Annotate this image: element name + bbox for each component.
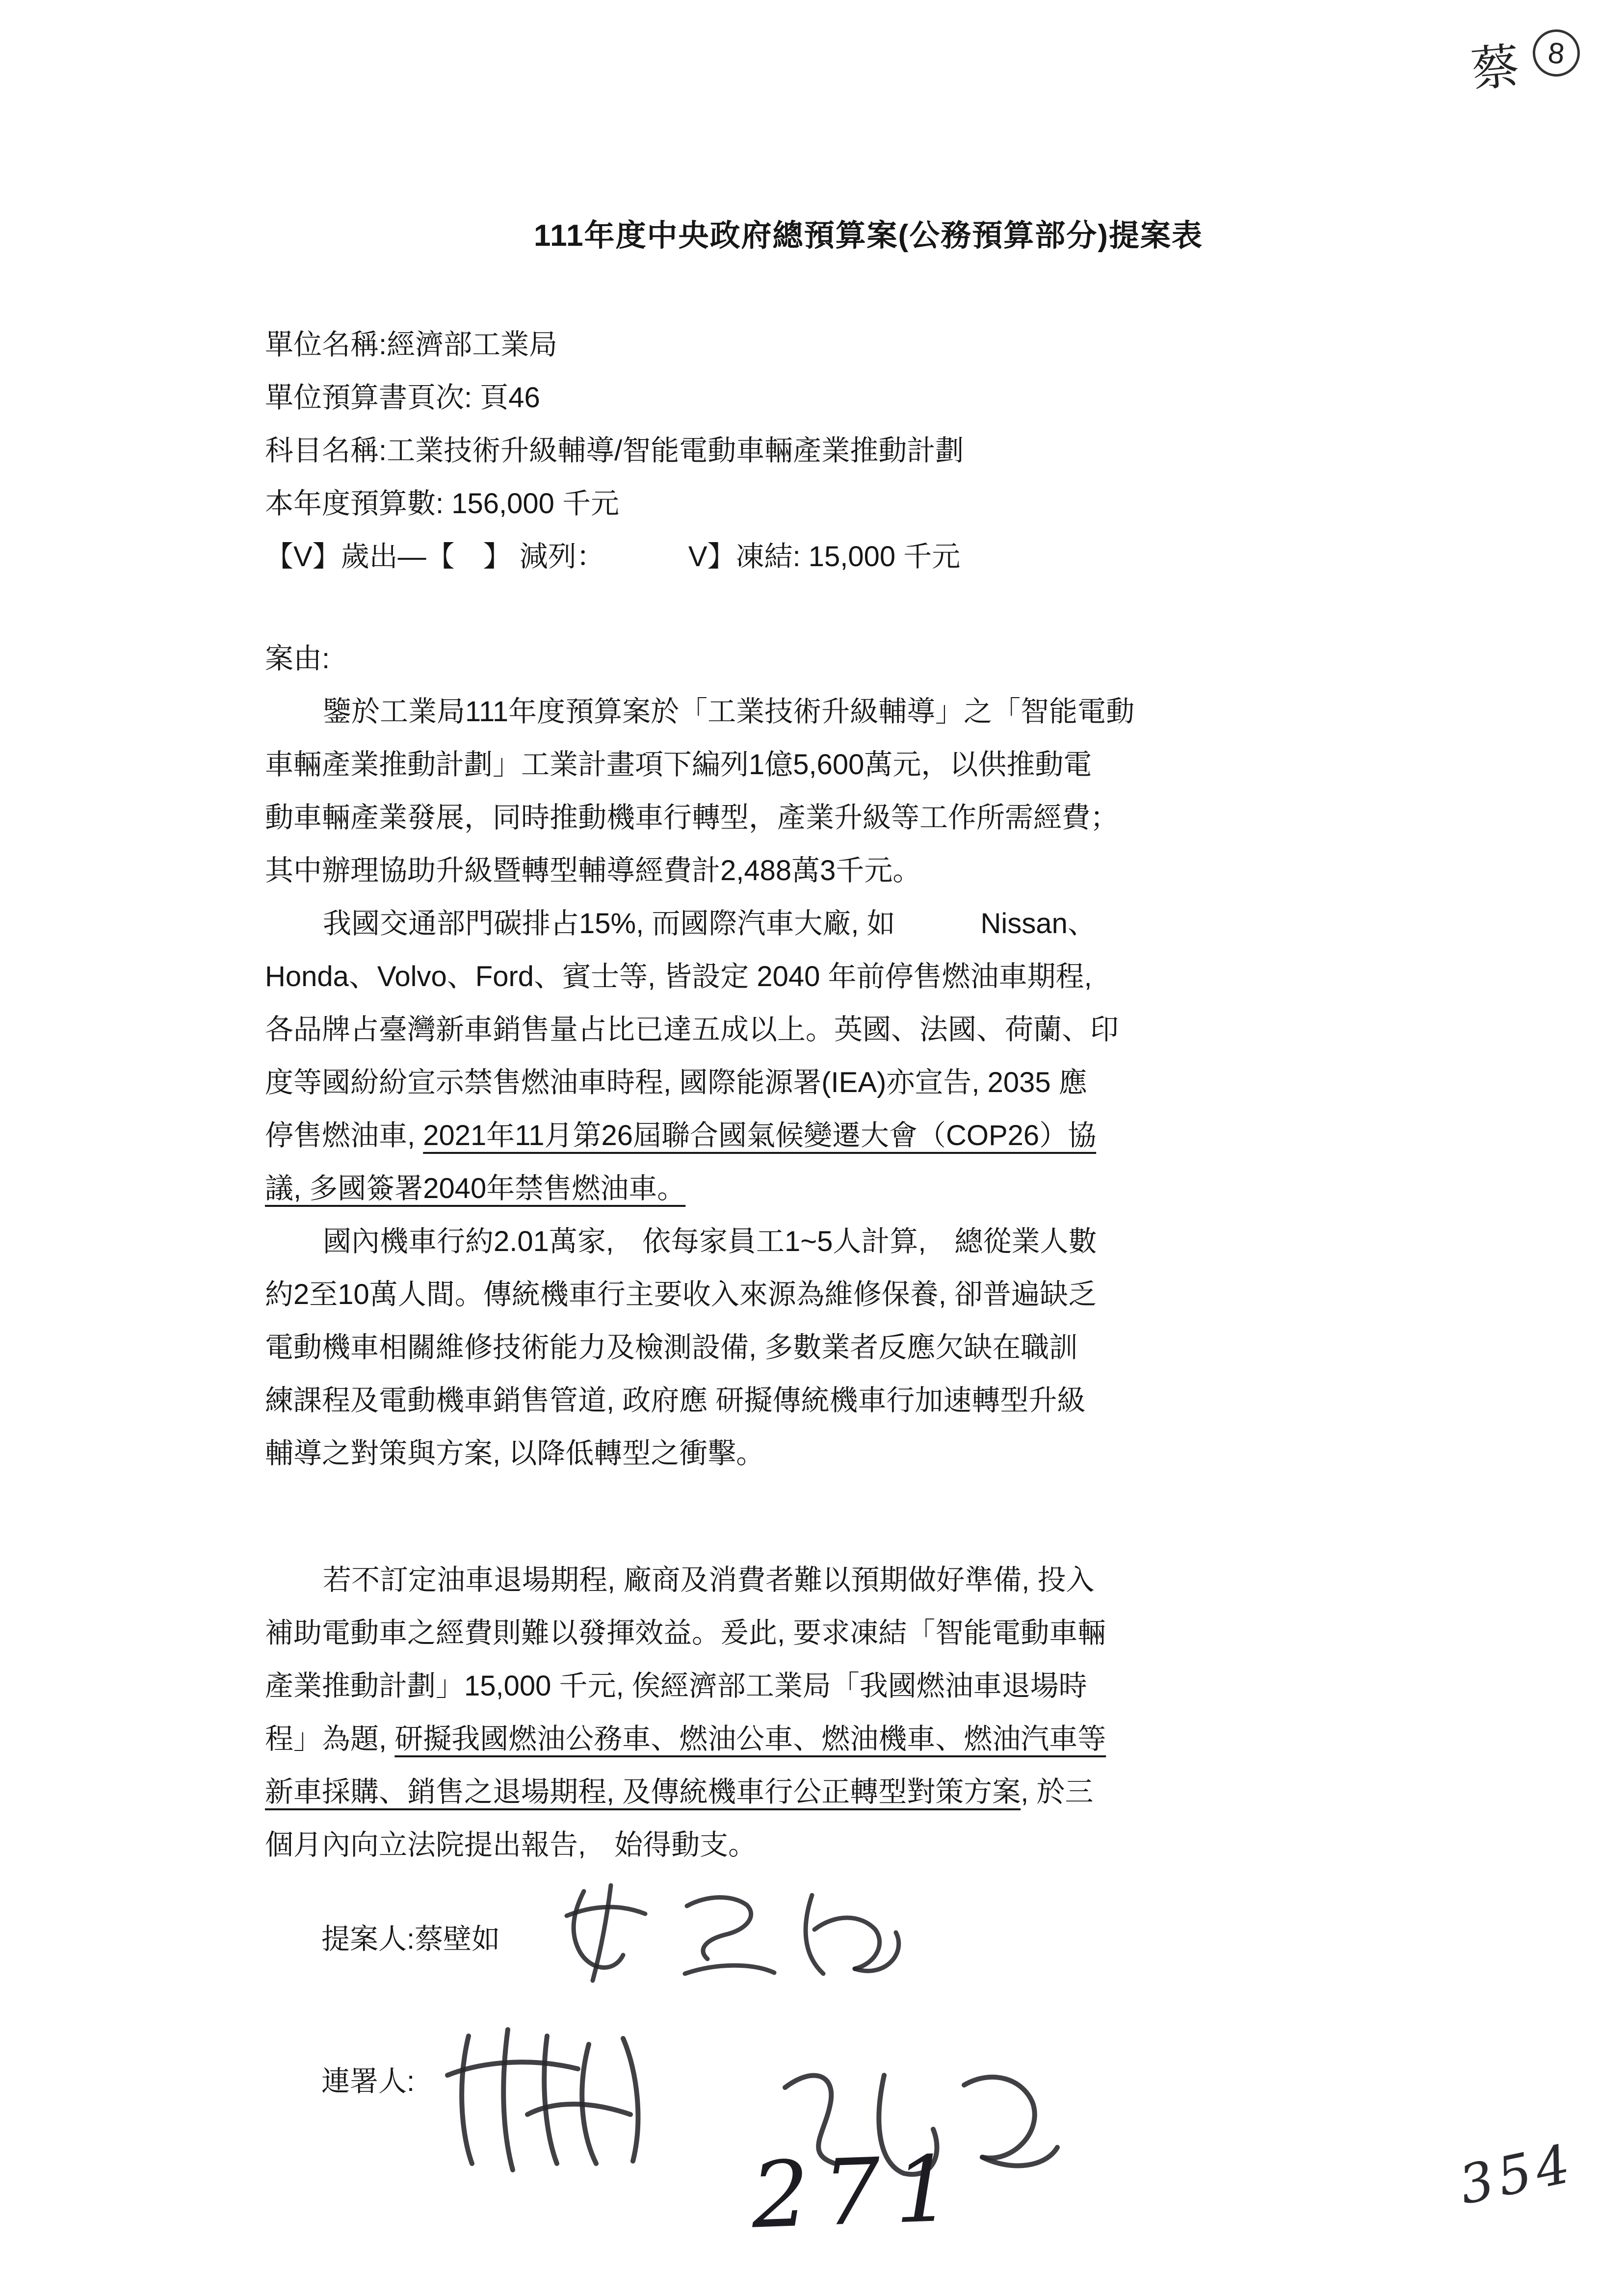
paragraph-line (265, 685, 1472, 738)
field-budget-amount (265, 477, 1472, 530)
proposer-signature (540, 1872, 932, 2004)
paragraph-line (265, 1660, 1472, 1713)
field-budget-book-page (265, 371, 1472, 424)
paragraph-line (265, 1374, 1472, 1427)
field-subject-name (265, 424, 1472, 477)
body-text: 我國交通部門碳排占15%, 而國際汽車大廠, 如 Nissan、 (323, 908, 1096, 939)
case-paragraph (265, 685, 1472, 897)
paragraph-line (265, 1713, 1472, 1766)
checkbox-freeze-amount: V】凍結: 15,000 千元 (688, 541, 961, 573)
document-content (265, 211, 1472, 2225)
case-paragraph (265, 1215, 1472, 1480)
body-text: 國內機車行約2.01萬家, 依每家員工1~5人計算, 總從業人數 (323, 1226, 1097, 1257)
paragraph-line (265, 738, 1472, 791)
case-paragraph (265, 1554, 1472, 1872)
paragraph-line (265, 791, 1472, 844)
paragraph-line (265, 844, 1472, 897)
field-budget-book-page-value: 頁46 (472, 382, 540, 414)
paragraph-line (265, 950, 1472, 1003)
paragraph-line (265, 1819, 1472, 1872)
body-text: 程」為題, (265, 1723, 395, 1755)
body-text: 練課程及電動機車銷售管道, 政府應 研擬傳統機車行加速轉型升級 (265, 1384, 1086, 1416)
field-budget-book-page-label: 單位預算書頁次: (265, 382, 472, 414)
paragraph-line (265, 1109, 1472, 1162)
handwritten-page-number: 271 (749, 2135, 968, 2249)
body-text: 電動機車相關維修技術能力及檢測設備, 多數業者反應欠缺在職訓 (265, 1331, 1078, 1363)
cosigner-signature-1 (427, 2014, 702, 2181)
paragraph-line (265, 1268, 1472, 1321)
checkbox-expenditure-reduce: 【V】歲出—【 】 減列： (265, 541, 605, 573)
handwritten-bottom-right-number: 354 (1454, 2132, 1580, 2217)
body-text: 個月內向立法院提出報告, 始得動支。 (265, 1829, 757, 1861)
paragraph-line (265, 1003, 1472, 1056)
body-text: 其中辦理協助升級暨轉型輔導經費計2,488萬3千元。 (265, 855, 921, 887)
case-body-paragraphs (265, 685, 1472, 1872)
field-unit-name-label: 單位名稱: (265, 329, 387, 361)
body-text: 產業推動計劃」15,000 千元, 俟經濟部工業局「我國燃油車退場時 (265, 1670, 1087, 1702)
body-text: 鑒於工業局111年度預算案於「工業技術升級輔導」之「智能電動 (323, 696, 1135, 728)
body-text: 若不訂定油車退場期程, 廠商及消費者難以預期做好準備, 投入 (323, 1564, 1095, 1596)
body-text: 各品牌占臺灣新車銷售量占比已達五成以上。英國、法國、荷蘭、印 (265, 1014, 1119, 1045)
field-budget-amount-value: 156,000 千元 (444, 488, 620, 520)
underlined-text: 新車採購、銷售之退場期程, 及傳統機車行公正轉型對策方案 (265, 1776, 1021, 1808)
underlined-text: 2021年11月第26屆聯合國氣候變遷大會（COP26）協 (423, 1120, 1097, 1151)
cosigner-label: 連署人: (321, 2065, 415, 2097)
proposer-label: 提案人:蔡壁如 (321, 1923, 500, 1955)
corner-circled-number-text: 8 (1546, 35, 1567, 71)
field-unit-name (265, 318, 1472, 371)
body-text: 停售燃油車, (265, 1120, 423, 1151)
field-unit-name-value: 經濟部工業局 (387, 329, 558, 361)
paragraph-line (265, 1766, 1472, 1819)
field-subject-name-label: 科目名稱: (265, 435, 387, 467)
paragraph-line (265, 897, 1472, 950)
field-budget-amount-label: 本年度預算數: (265, 488, 444, 520)
paragraph-line (265, 1056, 1472, 1109)
paragraph-line (265, 1607, 1472, 1660)
paragraph-line (265, 1554, 1472, 1607)
case-heading: 案由: (265, 643, 330, 675)
field-subject-name-value: 工業技術升級輔導/智能電動車輛產業推動計劃 (387, 435, 964, 467)
underlined-text: 研擬我國燃油公務車、燃油公車、燃油機車、燃油汽車等 (394, 1723, 1106, 1755)
body-text: 約2至10萬人間。傳統機車行主要收入來源為維修保養, 卻普遍缺乏 (265, 1278, 1097, 1310)
field-checkbox-line (265, 530, 1472, 583)
header-fields (265, 318, 1472, 583)
paragraph-line (265, 1162, 1472, 1215)
body-text: 輔導之對策與方案, 以降低轉型之衝擊。 (265, 1437, 765, 1469)
underlined-text: 議, 多國簽署2040年禁售燃油車。 (265, 1173, 686, 1204)
document-title: 111年度中央政府總預算案(公務預算部分)提案表 (534, 219, 1203, 253)
case-paragraph (265, 897, 1472, 1215)
corner-annotation (1471, 29, 1580, 99)
body-text: 動車輛產業發展，同時推動機車行轉型，產業升級等工作所需經費； (265, 802, 1119, 834)
corner-circled-number (1530, 27, 1582, 79)
body-text: , 於三 (1021, 1776, 1094, 1808)
body-text: 度等國紛紛宣示禁售燃油車時程, 國際能源署(IEA)亦宣告, 2035 應 (265, 1067, 1087, 1098)
body-text: Honda、Volvo、Ford、賓士等, 皆設定 2040 年前停售燃油車期程, (265, 961, 1092, 992)
paragraph-line (265, 1215, 1472, 1268)
corner-handwritten-name: 蔡 (1469, 40, 1522, 98)
paragraph-line (265, 1321, 1472, 1374)
body-text: 補助電動車之經費則難以發揮效益。爰此, 要求凍結「智能電動車輛 (265, 1617, 1106, 1649)
body-text: 車輛產業推動計劃」工業計畫項下編列1億5,600萬元，以供推動電 (265, 749, 1092, 781)
paragraph-line (265, 1427, 1472, 1480)
